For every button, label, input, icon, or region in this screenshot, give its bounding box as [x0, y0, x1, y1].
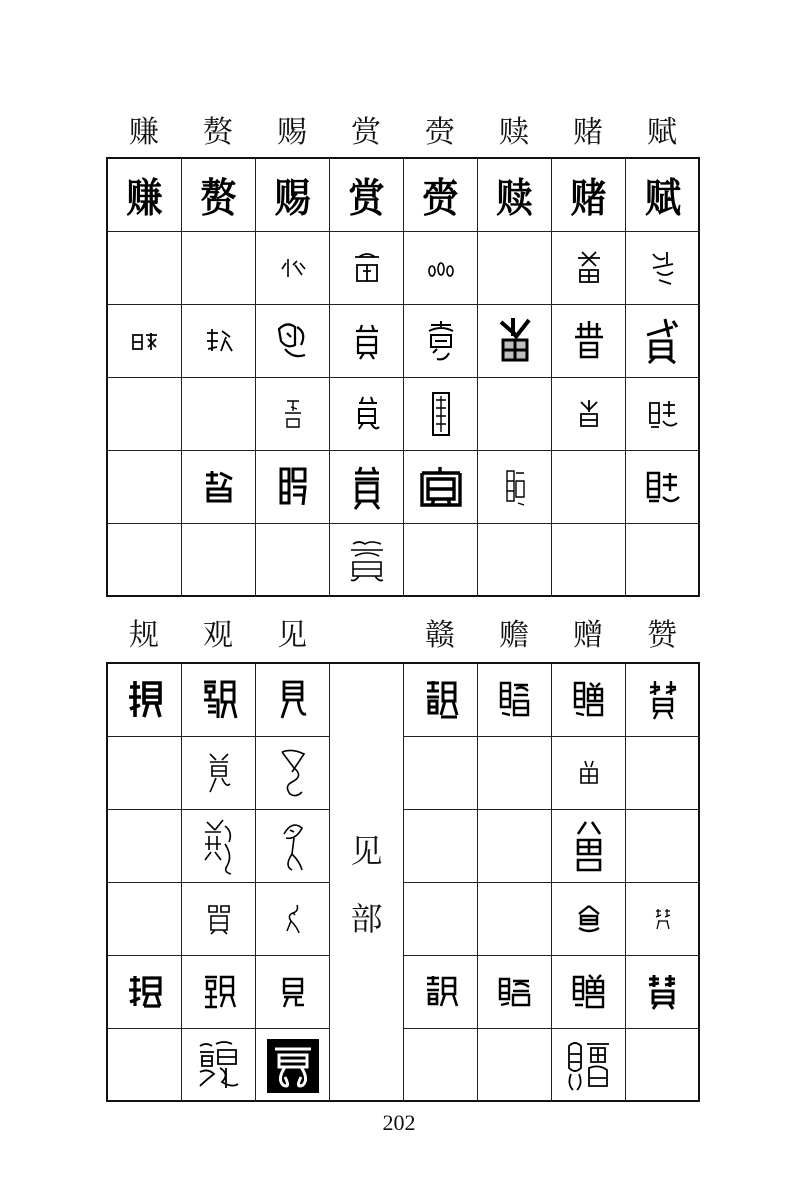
- glyph: 赘: [200, 175, 237, 221]
- ancient-glyph-image: [565, 1038, 613, 1094]
- ancient-glyph-image: [653, 907, 673, 931]
- table-cell: [478, 664, 552, 737]
- ancient-glyph-image: [497, 975, 533, 1009]
- glyph: 赌: [570, 175, 607, 221]
- bottom-header-right-2: 赠: [573, 618, 603, 653]
- ancient-glyph-image: [425, 257, 457, 279]
- glyph: 赐: [274, 175, 311, 221]
- table-cell: [256, 810, 330, 883]
- glyph: 赋: [644, 175, 681, 221]
- table-cell: [108, 810, 182, 883]
- bottom-header-left-0: 规: [129, 618, 159, 653]
- ancient-glyph-image: [575, 904, 603, 934]
- table-cell: [108, 524, 182, 597]
- ancient-glyph-image: [205, 902, 233, 936]
- table-cell: [108, 305, 182, 378]
- ancient-glyph-image: [278, 255, 308, 281]
- ancient-glyph-image: [275, 319, 311, 363]
- ancient-glyph-image: [204, 750, 234, 796]
- table-cell: [256, 159, 330, 232]
- table-cell: [182, 664, 256, 737]
- table-cell: [552, 956, 626, 1029]
- ancient-glyph-image: [201, 973, 237, 1011]
- table-cell: [478, 378, 552, 451]
- top-header-4: 赍: [425, 115, 455, 150]
- table-cell: [182, 1029, 256, 1102]
- table-cell: [404, 524, 478, 597]
- table-cell: [256, 232, 330, 305]
- bottom-header-left-2: 见: [277, 618, 307, 653]
- table-cell: [404, 305, 478, 378]
- table-cell: [626, 378, 700, 451]
- ancient-glyph-image: [126, 974, 164, 1010]
- top-header-7: 赋: [647, 115, 677, 150]
- bottom-header-right-3: 赞: [647, 618, 677, 653]
- top-header-2: 赐: [277, 115, 307, 150]
- table-cell: [478, 1029, 552, 1102]
- ancient-glyph-image: [126, 679, 164, 721]
- top-glyph-table: [106, 157, 700, 597]
- bottom-header-right-0: 赣: [425, 618, 455, 653]
- table-cell: [404, 378, 478, 451]
- table-cell: [108, 737, 182, 810]
- top-header-5: 赎: [499, 115, 529, 150]
- table-cell: [330, 305, 404, 378]
- page-number: 202: [382, 1110, 416, 1135]
- table-cell: [626, 956, 700, 1029]
- table-cell: [330, 451, 404, 524]
- table-cell: [182, 883, 256, 956]
- table-cell: [404, 1029, 478, 1102]
- table-cell: [330, 524, 404, 597]
- radical-label-char-2: 部: [350, 900, 383, 938]
- ancient-glyph-image: [418, 465, 464, 509]
- table-cell: [182, 159, 256, 232]
- table-cell: [404, 159, 478, 232]
- table-cell: [552, 664, 626, 737]
- ancient-glyph-image: [278, 746, 308, 800]
- top-header-3: 赏: [351, 115, 381, 150]
- table-cell: [478, 524, 552, 597]
- ancient-glyph-image: [647, 397, 679, 431]
- ancient-glyph-image: [423, 974, 459, 1010]
- ancient-glyph-image: [201, 816, 237, 876]
- glyph: 赚: [126, 175, 163, 221]
- table-cell: [256, 664, 330, 737]
- table-cell: [182, 305, 256, 378]
- table-cell: [552, 305, 626, 378]
- table-cell: [182, 810, 256, 883]
- table-cell: [108, 232, 182, 305]
- ancient-glyph-image: [349, 463, 385, 511]
- ancient-glyph-image: [283, 903, 303, 935]
- table-cell: [552, 378, 626, 451]
- table-cell: [626, 305, 700, 378]
- table-cell: [552, 524, 626, 597]
- table-cell: [552, 737, 626, 810]
- table-cell: [108, 1029, 182, 1102]
- table-cell: [626, 1029, 700, 1102]
- ancient-glyph-image: [643, 317, 683, 365]
- table-cell: [256, 451, 330, 524]
- table-cell: [108, 664, 182, 737]
- radical-label-column: [330, 664, 404, 1102]
- table-cell: [626, 810, 700, 883]
- table-cell: [478, 232, 552, 305]
- table-cell: [626, 232, 700, 305]
- table-cell: [626, 737, 700, 810]
- table-cell: [478, 810, 552, 883]
- table-cell: [256, 883, 330, 956]
- table-cell: [108, 956, 182, 1029]
- table-cell: [552, 1029, 626, 1102]
- ancient-glyph-image: [647, 248, 679, 288]
- ancient-glyph-image: [423, 679, 459, 721]
- table-cell: [626, 159, 700, 232]
- ancient-glyph-image: [204, 327, 234, 355]
- table-cell: [182, 451, 256, 524]
- table-cell: [552, 232, 626, 305]
- table-cell: [404, 451, 478, 524]
- table-cell: [626, 883, 700, 956]
- table-cell: [404, 956, 478, 1029]
- ancient-glyph-image: [575, 398, 603, 430]
- ancient-glyph-image: [495, 316, 535, 366]
- table-cell: [478, 451, 552, 524]
- bottom-header-right-1: 赡: [499, 618, 529, 653]
- table-cell: [626, 664, 700, 737]
- ancient-glyph-image: [646, 679, 680, 721]
- table-cell: [478, 883, 552, 956]
- bottom-glyph-table: [106, 662, 700, 1102]
- table-cell: [404, 810, 478, 883]
- table-cell: [552, 159, 626, 232]
- table-cell: [330, 232, 404, 305]
- table-cell: [404, 883, 478, 956]
- ancient-glyph-image: [202, 469, 236, 505]
- ancient-glyph-image: [574, 248, 604, 288]
- table-cell: [182, 378, 256, 451]
- table-cell: [404, 737, 478, 810]
- ancient-glyph-image: [504, 467, 526, 507]
- ancient-glyph-image: [265, 1037, 321, 1095]
- glyph: 赏: [348, 175, 385, 221]
- table-cell: [552, 810, 626, 883]
- table-cell: [478, 305, 552, 378]
- ancient-glyph-image: [277, 465, 309, 509]
- table-cell: [256, 956, 330, 1029]
- table-cell: [552, 883, 626, 956]
- ancient-glyph-image: [577, 759, 601, 787]
- table-cell: [182, 524, 256, 597]
- ancient-glyph-image: [645, 469, 681, 505]
- ancient-glyph-image: [498, 679, 532, 721]
- table-cell: [108, 159, 182, 232]
- table-cell: [552, 451, 626, 524]
- ancient-glyph-image: [347, 538, 387, 584]
- ancient-glyph-image: [351, 395, 383, 433]
- table-cell: [626, 524, 700, 597]
- ancient-glyph-image: [430, 390, 452, 438]
- ancient-glyph-image: [349, 249, 385, 287]
- ancient-glyph-image: [572, 679, 606, 721]
- glyph: 赎: [496, 175, 533, 221]
- table-cell: [478, 956, 552, 1029]
- top-header-1: 赘: [203, 115, 233, 150]
- table-cell: [626, 451, 700, 524]
- ancient-glyph-image: [571, 319, 607, 363]
- ancient-glyph-image: [281, 397, 305, 431]
- bottom-header-left-1: 观: [203, 618, 233, 653]
- radical-label-char-1: 见: [350, 832, 383, 870]
- glyph: 赍: [422, 175, 459, 221]
- table-cell: [256, 305, 330, 378]
- ancient-glyph-image: [196, 1040, 242, 1092]
- table-cell: [182, 956, 256, 1029]
- ancient-glyph-image: [572, 818, 606, 874]
- table-cell: [256, 737, 330, 810]
- table-cell: [108, 451, 182, 524]
- ancient-glyph-image: [280, 818, 306, 874]
- table-cell: [256, 524, 330, 597]
- ancient-glyph-image: [130, 331, 160, 351]
- ancient-glyph-image: [278, 975, 308, 1009]
- ancient-glyph-image: [350, 321, 384, 361]
- ancient-glyph-image: [200, 678, 238, 722]
- table-cell: [256, 378, 330, 451]
- top-header-0: 赚: [129, 115, 159, 150]
- table-cell: [108, 883, 182, 956]
- table-cell: [478, 159, 552, 232]
- ancient-glyph-image: [571, 973, 607, 1011]
- table-cell: [182, 737, 256, 810]
- table-cell: [478, 737, 552, 810]
- top-header-6: 赌: [573, 115, 603, 150]
- ancient-glyph-image: [645, 973, 681, 1011]
- table-cell: [256, 1029, 330, 1102]
- table-cell: [404, 232, 478, 305]
- table-cell: [182, 232, 256, 305]
- ancient-glyph-image: [423, 319, 459, 363]
- table-cell: [330, 378, 404, 451]
- table-cell: [404, 664, 478, 737]
- ancient-glyph-image: [278, 678, 308, 722]
- table-cell: [330, 159, 404, 232]
- table-cell: [108, 378, 182, 451]
